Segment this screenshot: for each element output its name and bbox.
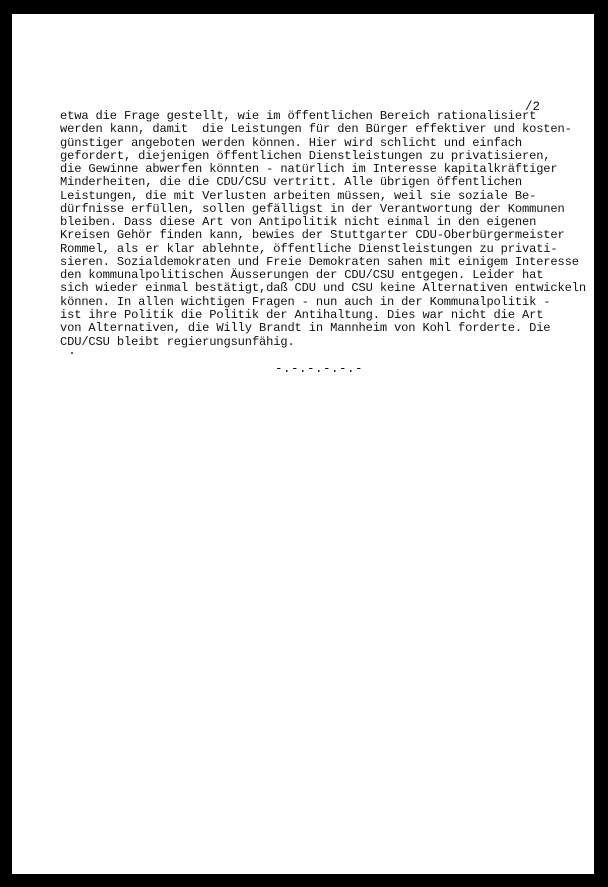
text-line: werden kann, damit die Leistungen für den Bürger effektiver und kosten- <box>60 122 572 137</box>
text-line: günstiger angeboten werden können. Hier wird schlicht und einfach <box>60 135 522 150</box>
text-line: Leistungen, die mit Verlusten arbeiten müssen, weil sie soziale Be- <box>60 188 537 203</box>
scan-speck <box>71 352 73 354</box>
text-line: den kommunalpolitischen Äusserungen der CDU/CSU entgegen. Leider hat <box>60 268 544 283</box>
text-line: Kreisen Gehör finden kann, bewies der Stuttgarter CDU-Oberbürgermeister <box>60 228 565 243</box>
page-number: /2 <box>525 100 541 114</box>
text-line: Rommel, als er klar ablehnte, öffentliche Dienstleistungen zu privati- <box>60 241 558 256</box>
text-line: CDU/CSU bleibt regierungsunfähig. <box>60 334 295 349</box>
text-line: etwa die Frage gestellt, wie im öffentlichen Bereich rationalisiert <box>60 109 537 123</box>
text-line: können. In allen wichtigen Fragen - nun auch in der Kommunalpolitik - <box>60 294 551 309</box>
text-line: Minderheiten, die die CDU/CSU vertritt. Alle übrigen öffentlichen <box>60 175 522 190</box>
text-line: von Alternativen, die Willy Brandt in Mannheim von Kohl forderte. Die <box>60 321 551 336</box>
text-line: sich wieder einmal bestätigt,daß CDU und CSU keine Alternativen entwickeln <box>60 281 586 296</box>
text-line: sieren. Sozialdemokraten und Freie Demokraten sahen mit einigem Interesse <box>60 254 579 269</box>
text-line: dürfnisse erfüllen, sollen gefälligst in der Verantwortung der Kommunen <box>60 201 565 216</box>
text-line: bleiben. Dass diese Art von Antipolitik nicht einmal in den eigenen <box>60 215 537 230</box>
body-text <box>60 109 586 349</box>
text-line: die Gewinne abwerfen könnten - natürlich im Interesse kapitalkräftiger <box>60 162 558 177</box>
end-mark: -.-.-.-.-.- <box>275 362 364 376</box>
text-line: gefordert, diejenigen öffentlichen Dienstleistungen zu privatisieren, <box>60 148 551 163</box>
text-line: ist ihre Politik die Politik der Antihaltung. Dies war nicht die Art <box>60 307 544 322</box>
